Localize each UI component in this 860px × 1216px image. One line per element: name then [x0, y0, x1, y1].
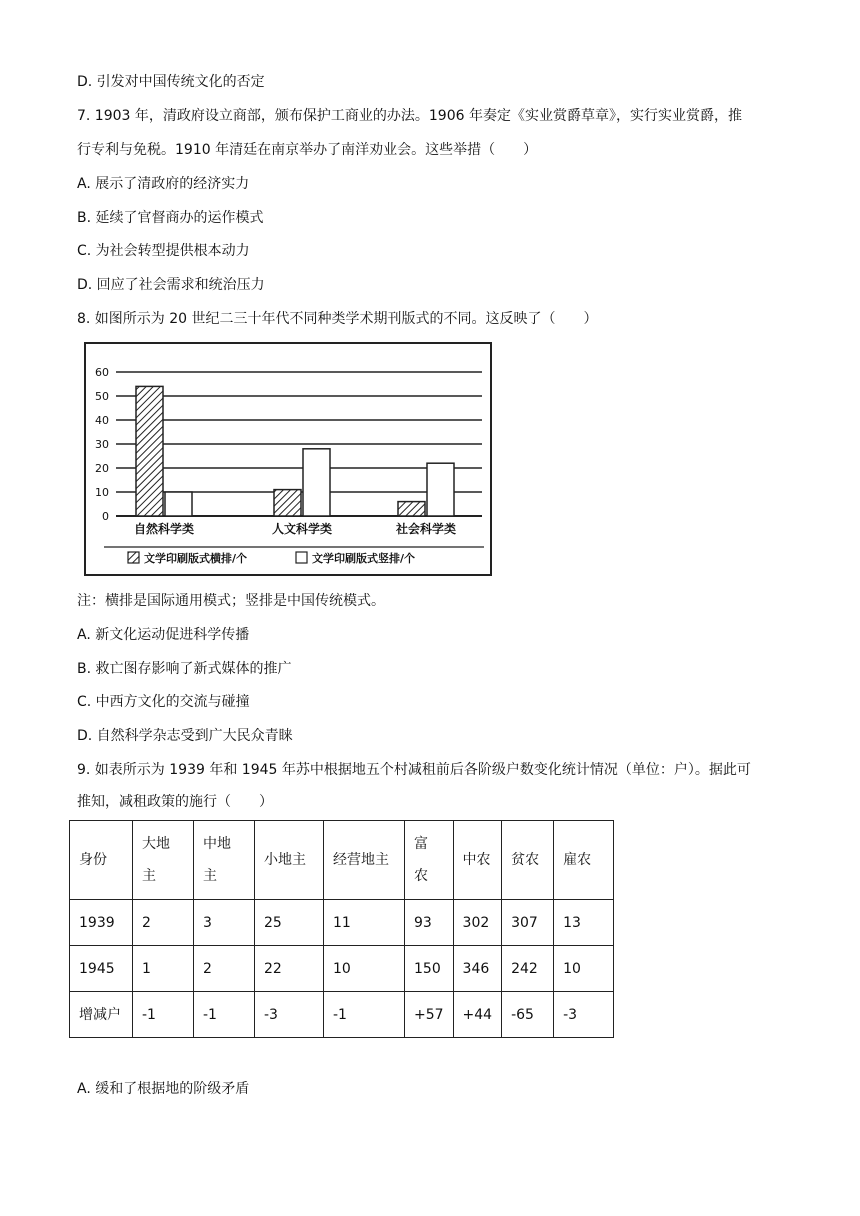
table-cell: 10 [324, 946, 405, 992]
table-cell: 1945 [70, 946, 133, 992]
table-row [70, 992, 614, 1038]
question-7-line-1: 7. 1903 年，清政府设立商部，颁布保护工商业的办法。1906 年奏定《实业赏爵草章》，实行实业赏爵，推 [77, 108, 742, 124]
question-9-line-2: 推知，减租政策的施行（ ） [77, 794, 273, 810]
legend-label: 文学印刷版式竖排/个 [312, 552, 416, 565]
table-row [70, 900, 614, 946]
table-header-row [70, 821, 614, 900]
table-cell: -1 [324, 992, 405, 1038]
bar [398, 502, 425, 516]
q7-option-b: B. 延续了官督商办的运作模式 [77, 210, 264, 226]
bar [274, 490, 301, 516]
table-header-cell: 中地 主 [194, 821, 255, 900]
table-cell: 3 [194, 900, 255, 946]
y-tick-label: 10 [95, 486, 109, 499]
bar-chart [84, 342, 492, 576]
q7-option-d: D. 回应了社会需求和统治压力 [77, 277, 265, 293]
table-cell: +57 [405, 992, 454, 1038]
legend-swatch [128, 552, 139, 563]
x-category-label: 自然科学类 [133, 522, 195, 536]
table-cell: -3 [554, 992, 614, 1038]
table-cell: 25 [255, 900, 324, 946]
table-cell: 346 [453, 946, 502, 992]
table-header-cell: 中农 [453, 821, 502, 900]
table-header-cell: 小地主 [255, 821, 324, 900]
question-7-line-2: 行专利与免税。1910 年清廷在南京举办了南洋劝业会。这些举措（ ） [77, 142, 538, 158]
table-row [70, 946, 614, 992]
q9-option-a: A. 缓和了根据地的阶级矛盾 [77, 1081, 250, 1097]
y-tick-label: 0 [102, 510, 109, 523]
table-cell: -3 [255, 992, 324, 1038]
table-header-cell: 贫农 [502, 821, 554, 900]
table-cell: 93 [405, 900, 454, 946]
x-category-label: 社会科学类 [395, 522, 457, 536]
table-cell: 2 [133, 900, 194, 946]
table-header-cell: 雇农 [554, 821, 614, 900]
table-cell: 增减户 [70, 992, 133, 1038]
table-cell: 1939 [70, 900, 133, 946]
table-cell: 1 [133, 946, 194, 992]
bar [165, 492, 192, 516]
q8-option-a: A. 新文化运动促进科学传播 [77, 627, 250, 643]
q7-option-c: C. 为社会转型提供根本动力 [77, 243, 250, 259]
table-cell: 302 [453, 900, 502, 946]
table-header-cell: 身份 [70, 821, 133, 900]
question-9-line-1: 9. 如表所示为 1939 年和 1945 年苏中根据地五个村减租前后各阶级户数变化统计情况（单位：户）。据此可 [77, 762, 751, 778]
household-table [69, 820, 614, 1038]
bar [136, 386, 163, 516]
bar [427, 463, 454, 516]
bar [303, 449, 330, 516]
table-cell: +44 [453, 992, 502, 1038]
table-cell: 13 [554, 900, 614, 946]
table-cell: -1 [133, 992, 194, 1038]
table-cell: 2 [194, 946, 255, 992]
y-tick-label: 30 [95, 438, 109, 451]
table-header-cell: 富 农 [405, 821, 454, 900]
line-q6-option-d: D. 引发对中国传统文化的否定 [77, 74, 265, 90]
table-cell: 242 [502, 946, 554, 992]
table-cell: 150 [405, 946, 454, 992]
table-cell: 11 [324, 900, 405, 946]
table-header-cell: 大地 主 [133, 821, 194, 900]
legend-label: 文学印刷版式横排/个 [144, 552, 248, 565]
x-category-label: 人文科学类 [271, 522, 333, 536]
q8-option-d: D. 自然科学杂志受到广大民众青睐 [77, 728, 293, 744]
table-cell: -1 [194, 992, 255, 1038]
q8-option-b: B. 救亡图存影响了新式媒体的推广 [77, 661, 292, 677]
table-cell: -65 [502, 992, 554, 1038]
y-tick-label: 50 [95, 390, 109, 403]
y-tick-label: 40 [95, 414, 109, 427]
table-cell: 22 [255, 946, 324, 992]
question-8-stem: 8. 如图所示为 20 世纪二三十年代不同种类学术期刊版式的不同。这反映了（ ） [77, 311, 598, 327]
table-cell: 307 [502, 900, 554, 946]
q7-option-a: A. 展示了清政府的经济实力 [77, 176, 250, 192]
chart-note: 注：横排是国际通用模式；竖排是中国传统模式。 [77, 593, 385, 609]
legend-swatch [296, 552, 307, 563]
table-cell: 10 [554, 946, 614, 992]
y-tick-label: 60 [95, 366, 109, 379]
table-header-cell: 经营地主 [324, 821, 405, 900]
q8-option-c: C. 中西方文化的交流与碰撞 [77, 694, 250, 710]
y-tick-label: 20 [95, 462, 109, 475]
